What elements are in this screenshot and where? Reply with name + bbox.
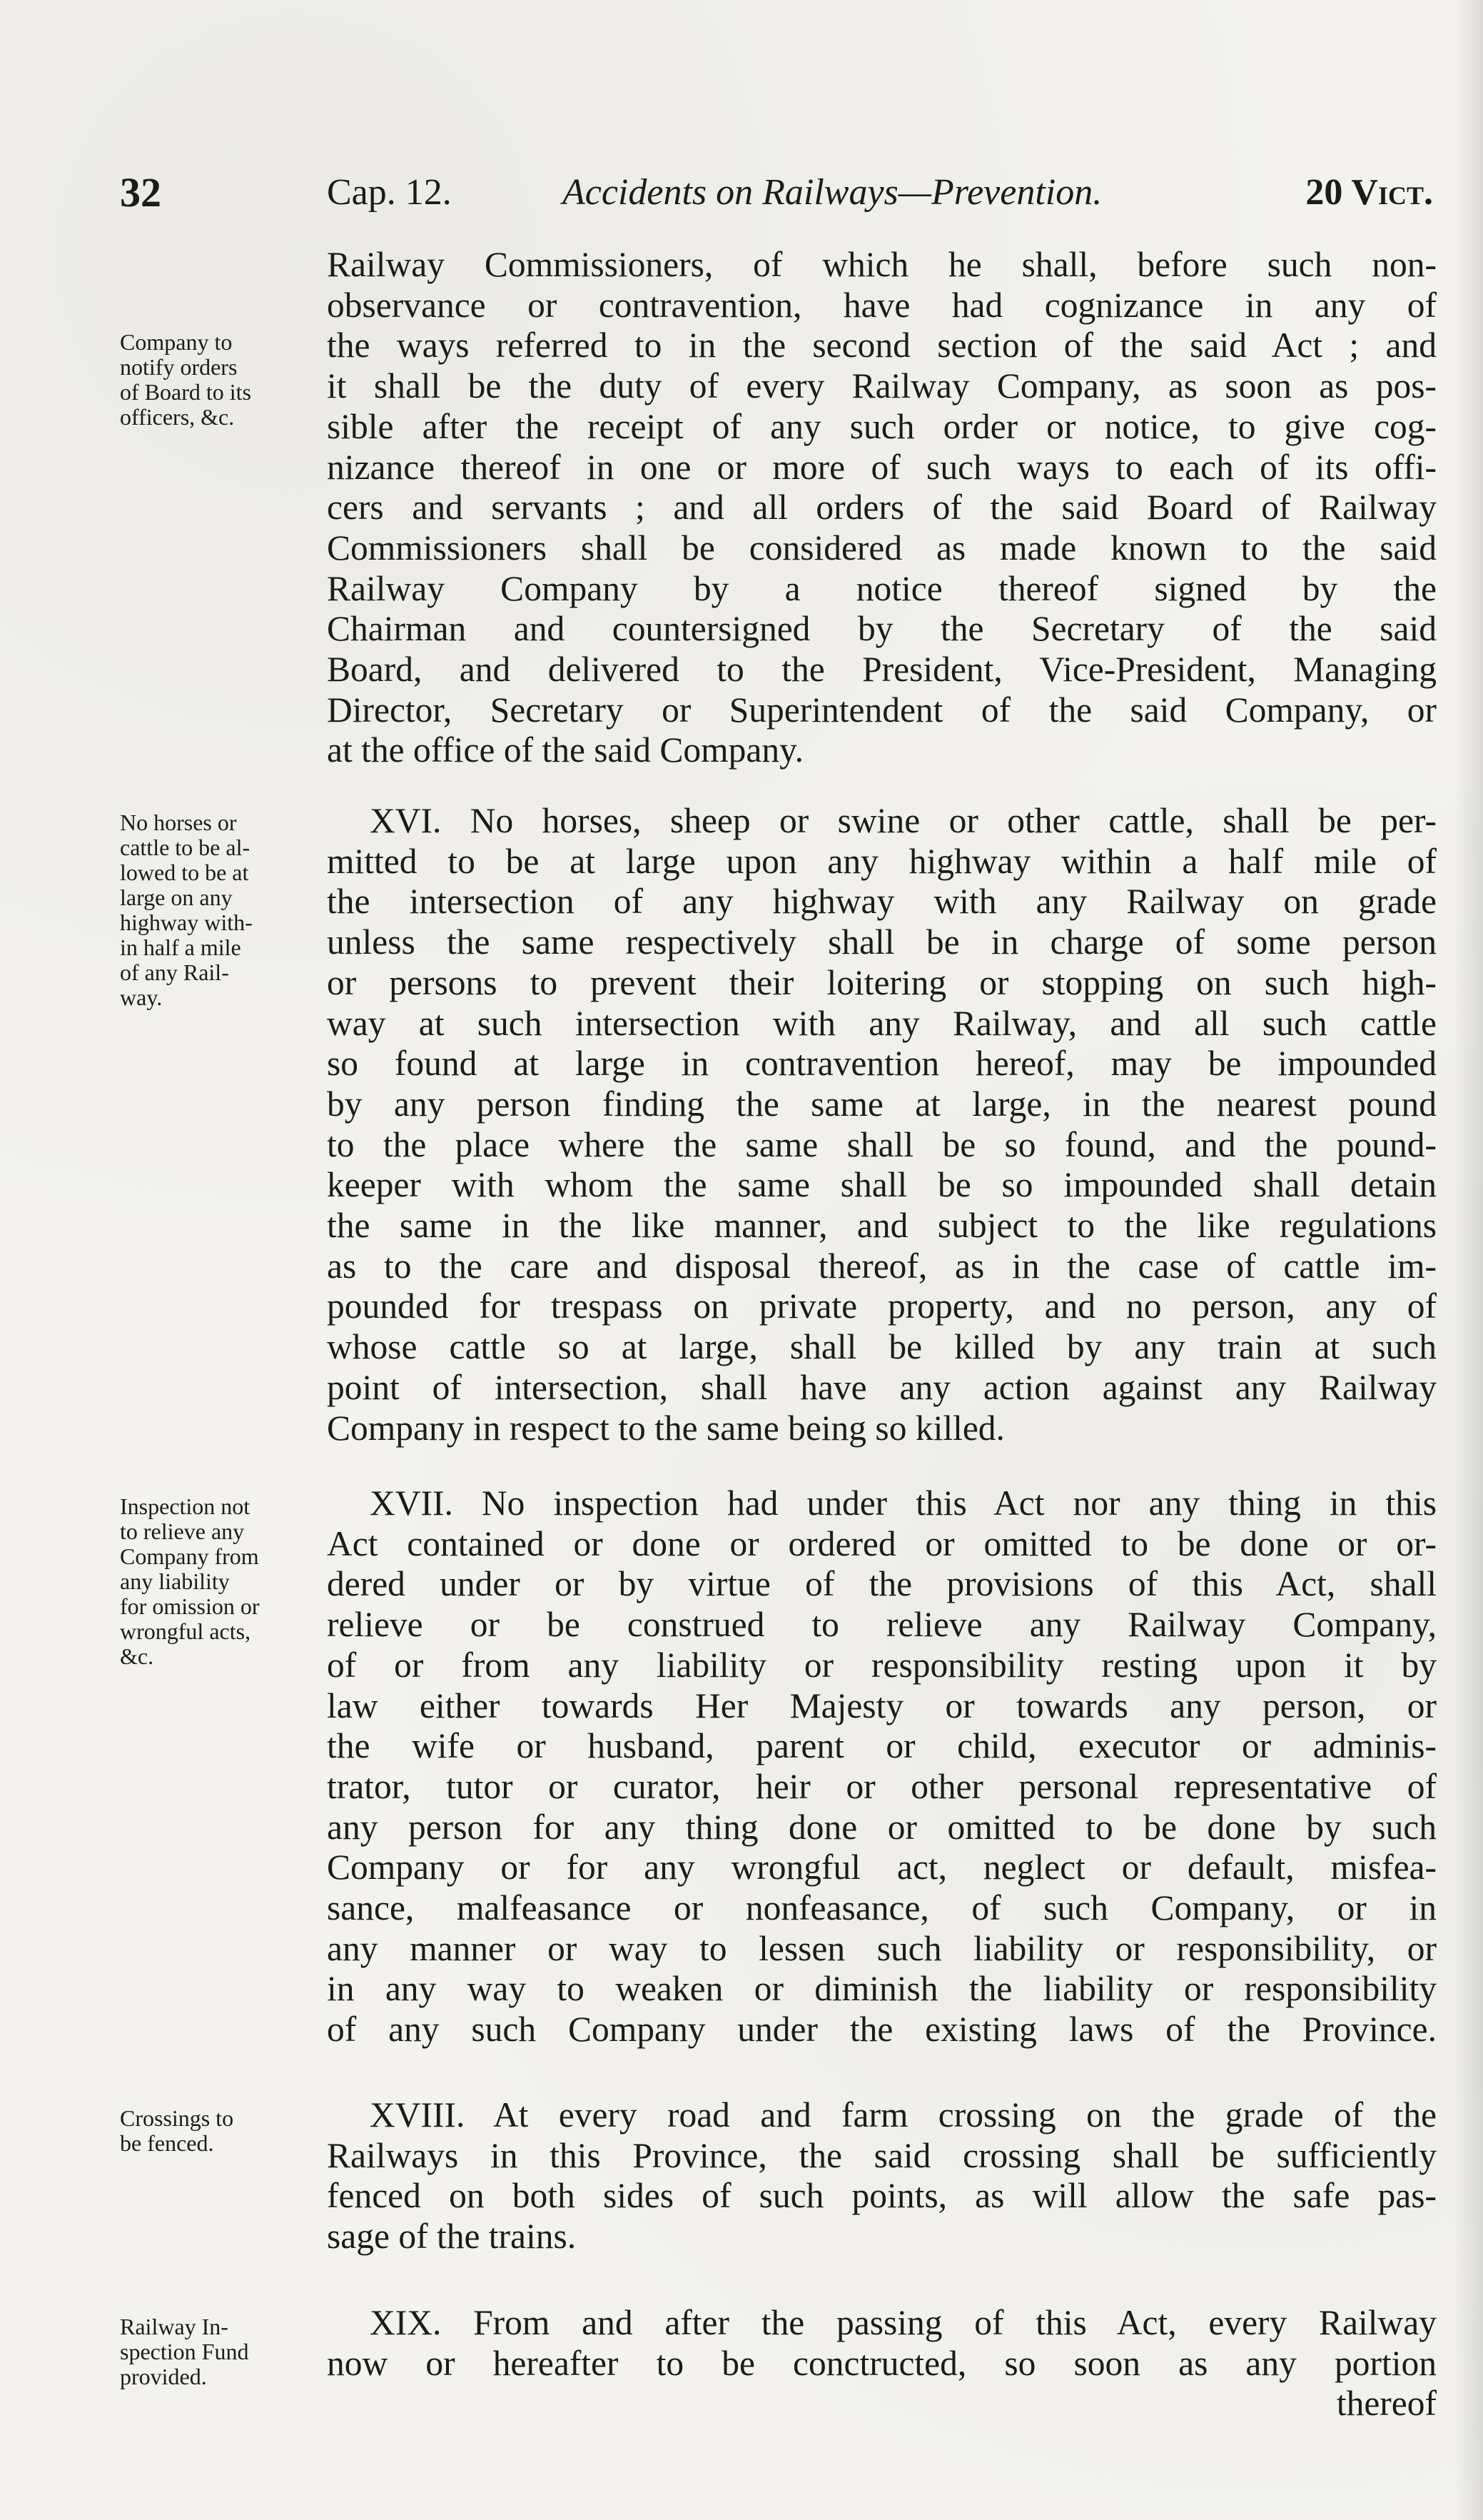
text-line: Railway Company by a notice thereof signed by the [327,568,1437,608]
text-line: XVIII. At every road and farm crossing on the grade of the [370,2095,1437,2135]
margin-note-line: highway with- [120,909,253,935]
text-line: pounded for trespass on private property, and no person, any of [327,1286,1437,1326]
text-line: any manner or way to lessen such liability or responsibility, or [327,1928,1437,1968]
margin-note-line: Railway In- [120,2314,228,2339]
text-line: the same in the like manner, and subject to the like regulations [327,1206,1437,1246]
text-line: Company or for any wrongful act, neglect or default, misfea- [327,1848,1437,1888]
text-line: so found at large in contravention hereof, may be impounded [327,1044,1437,1084]
margin-note-line: No horses or [120,810,237,835]
text-line: in any way to weaken or diminish the liability or responsibility [327,1969,1437,2009]
section-xix [327,2303,1437,2424]
text-line: Director, Secretary or Superintendent of the said Company, or [327,690,1437,730]
text-line: sage of the trains. [327,2217,577,2257]
text-line: of or from any liability or responsibility resting upon it by [327,1645,1437,1685]
text-line: relieve or be construed to relieve any Railway Company, [327,1605,1437,1645]
margin-note-line: &c. [120,1643,154,1669]
text-line: the wife or husband, parent or child, executor or adminis- [327,1726,1437,1766]
margin-note-line: Crossings to [120,2105,234,2131]
section-xvii [327,1483,1437,2050]
text-line: Railways in this Province, the said crossing shall be sufficiently [327,2135,1437,2175]
text-line: it shall be the duty of every Railway Company, as soon as pos- [327,366,1437,406]
margin-note-line: lowed to be at [120,860,249,885]
text-line: sance, malfeasance or nonfeasance, of such Company, or in [327,1888,1437,1928]
section-continuation [327,245,1437,771]
text-line: to the place where the same shall be so found, and the pound- [327,1124,1437,1164]
text-line: law either towards Her Majesty or towards any person, or [327,1685,1437,1725]
margin-note-line: provided. [120,2364,207,2389]
text-line: point of intersection, shall have any action against any Railway [327,1367,1437,1407]
section-xviii [327,2095,1437,2257]
margin-note-crossings-fenced [120,2106,323,2156]
text-line: the ways referred to in the second section of the said Act ; and [327,326,1437,366]
margin-note-line: way. [120,984,163,1010]
margin-note-line: wrongful acts, [120,1618,251,1644]
margin-note-line: for omission or [120,1593,260,1619]
margin-note-line: be fenced. [120,2130,214,2156]
text-line: now or hereafter to be conctructed, so soon as any portion [327,2343,1437,2383]
text-line: trator, tutor or curator, heir or other personal representative of [327,1766,1437,1806]
margin-note-inspection-liability [120,1494,323,1669]
margin-note-line: of Board to its [120,379,251,405]
margin-note-line: Company to [120,329,233,355]
text-line: mitted to be at large upon any highway within a half mile of [327,841,1437,881]
text-line: XIX. From and after the passing of this Act, every Railway [370,2303,1437,2342]
text-line: dered under or by virtue of the provisions of this Act, shall [327,1564,1437,1604]
text-line: cers and servants ; and all orders of the said Board of Railway [327,488,1437,528]
text-line: Railway Commissioners, of which he shall, before such non- [327,245,1437,284]
text-line: observance or contravention, have had cognizance in any of [327,285,1437,325]
running-title: Accidents on Railways—Prevention. [562,172,1103,213]
text-line: by any person finding the same at large, in the nearest pound [327,1084,1437,1124]
text-line: Act contained or done or ordered or omitted to be done or or- [327,1523,1437,1563]
regnal-year: 20 Vict. [1305,172,1433,213]
text-line: unless the same respectively shall be in charge of some person [327,922,1437,962]
margin-note-line: officers, &c. [120,404,235,430]
margin-note-line: notify orders [120,354,238,380]
text-line: keeper with whom the same shall be so impounded shall detain [327,1165,1437,1205]
text-line: XVII. No inspection had under this Act nor any thing in this [370,1483,1437,1523]
margin-note-horses-cattle [120,810,323,1010]
margin-note-line: in half a mile [120,934,241,960]
margin-note-line: Inspection not [120,1493,250,1519]
text-line: nizance thereof in one or more of such ways to each of its offi- [327,447,1437,487]
text-line: fenced on both sides of such points, as will allow the safe pas- [327,2176,1437,2216]
text-line: any person for any thing done or omitted to be done by such [327,1807,1437,1847]
text-line: sible after the receipt of any such order or notice, to give cog- [327,406,1437,446]
margin-note-inspection-fund [120,2314,323,2389]
text-line: Board, and delivered to the President, Vice-President, Managing [327,650,1437,690]
catchword: thereof [1336,2384,1437,2424]
section-xvi [327,801,1437,1448]
text-line: at the office of the said Company. [327,730,804,770]
chapter-label: Cap. 12. [327,172,452,213]
text-line: Chairman and countersigned by the Secretary of the said [327,609,1437,649]
margin-note-line: Company from [120,1543,259,1569]
margin-note-line: any liability [120,1568,230,1594]
margin-note-line: cattle to be al- [120,835,250,860]
text-line: the intersection of any highway with any Railway on grade [327,882,1437,922]
text-line: Commissioners shall be considered as made known to the said [327,528,1437,568]
text-line: or persons to prevent their loitering or stopping on such high- [327,962,1437,1002]
page-number: 32 [120,169,161,216]
text-line: as to the care and disposal thereof, as in the case of cattle im- [327,1246,1437,1286]
margin-note-company-notify [120,330,323,430]
page-edge-shadow [1454,0,1483,2520]
margin-note-line: to relieve any [120,1518,245,1544]
text-line: Company in respect to the same being so killed. [327,1408,1005,1448]
text-line: XVI. No horses, sheep or swine or other cattle, shall be per- [370,801,1437,840]
margin-note-line: large on any [120,884,233,910]
text-line: whose cattle so at large, shall be killed by any train at such [327,1327,1437,1367]
text-line: way at such intersection with any Railway, and all such cattle [327,1003,1437,1043]
text-line: of any such Company under the existing laws of the Province. [327,2010,1437,2050]
page-header [120,164,1440,221]
margin-note-line: spection Fund [120,2339,249,2364]
margin-note-line: of any Rail- [120,959,229,985]
